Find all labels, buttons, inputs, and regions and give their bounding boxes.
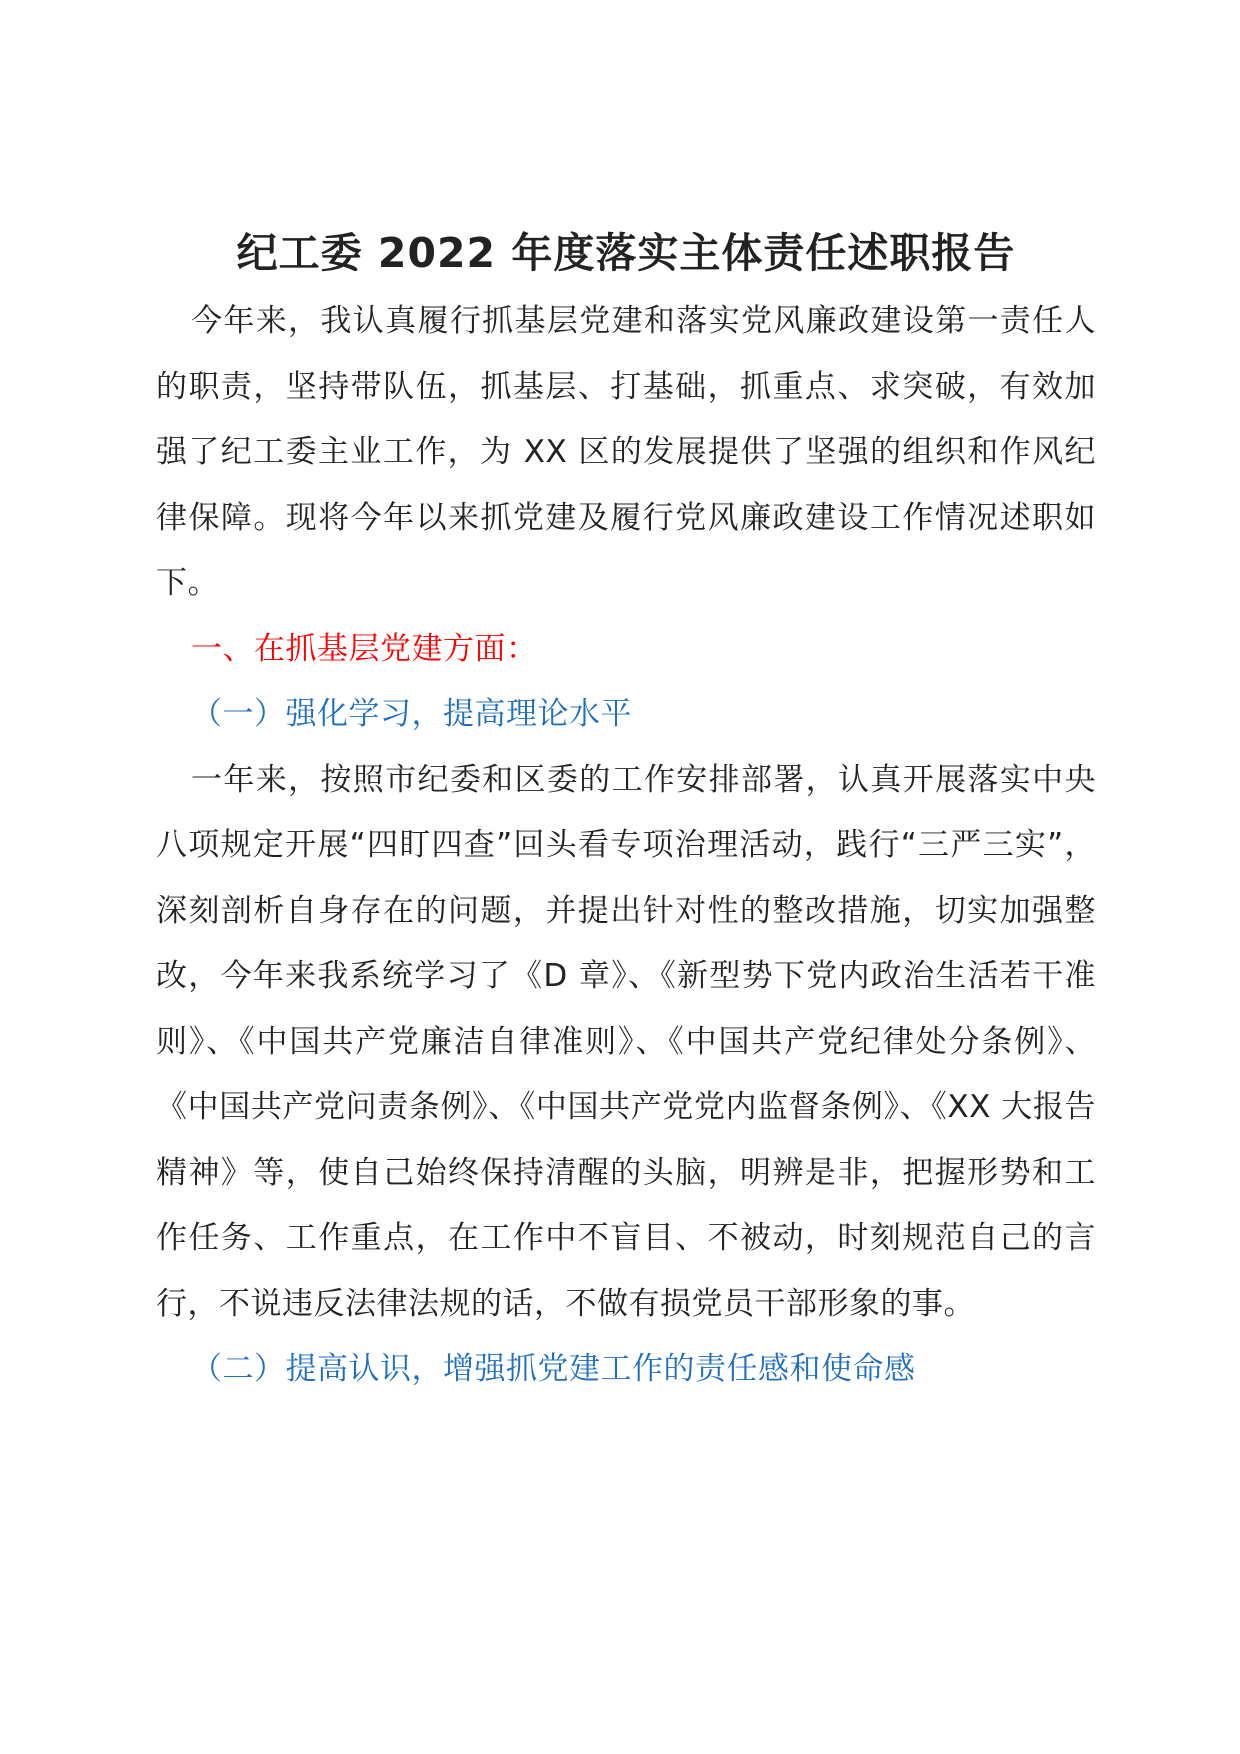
- subsection-body-1: 一年来，按照市纪委和区委的工作安排部署，认真开展落实中央八项规定开展“四盯四查”回头看专项治理活动，践行“三严三实”，深刻剖析自身存在的问题，并提出针对性的整改措施，切实加强整改，今年来我系统学习了《D 章》、《新型势下党内政治生活若干准则》、《中国共产党廉洁自律准则》、《中国共产党纪律处分条例》、《中国共产党问责条例》、《中国共产党党内监督条例》、《XX 大报告精神》等，使自己始终保持清醒的头脑，明辨是非，把握形势和工作任务、工作重点，在工作中不盲目、不被动，时刻规范自己的言行，不说违反法律法规的话，不做有损党员干部形象的事。: [156, 761, 1096, 1322]
- intro-paragraph: 今年来，我认真履行抓基层党建和落实党风廉政建设第一责任人的职责，坚持带队伍，抓基层、打基础，抓重点、求突破，有效加强了纪工委主业工作，为 XX 区的发展提供了坚强的组织和作风纪律保障。现将今年以来抓党建及履行党风廉政建设工作情况述职如下。: [156, 303, 1096, 601]
- document-content: [156, 225, 1096, 1403]
- subsection-heading-2: （二）提高认识，增强抓党建工作的责任感和使命感: [191, 1351, 916, 1387]
- section-heading-1: 一、在抓基层党建方面：: [191, 630, 538, 667]
- subsection-heading-1: （一）强化学习，提高理论水平: [191, 696, 632, 732]
- document-title: 纪工委 2022 年度落实主体责任述职报告: [236, 229, 1016, 277]
